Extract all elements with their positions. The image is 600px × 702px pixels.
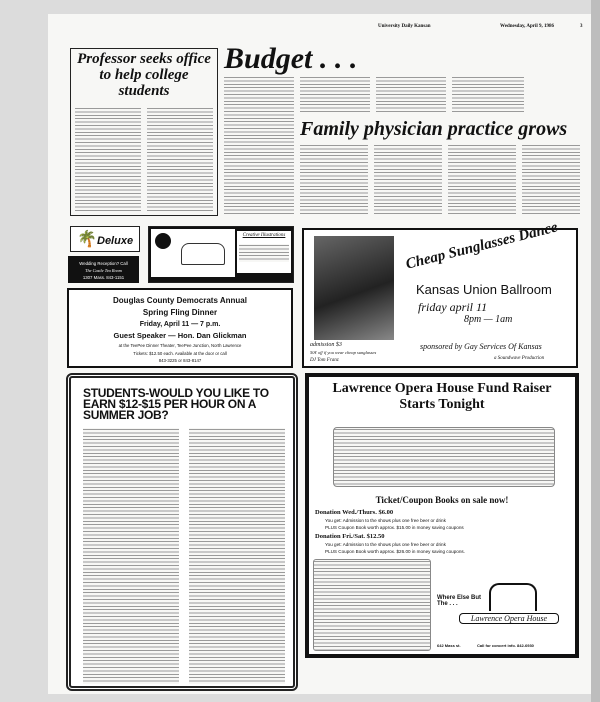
opera-building-icon <box>489 583 537 611</box>
budget-column <box>300 76 370 114</box>
deluxe-name: Deluxe <box>97 235 134 247</box>
family-column <box>522 144 580 216</box>
budget-column <box>224 76 294 214</box>
illustrations-card <box>237 231 291 273</box>
budget-column <box>376 76 446 114</box>
article-column <box>75 107 141 211</box>
opera-where: Where Else But The . . . <box>437 595 482 607</box>
students-column <box>189 428 285 684</box>
sunglasses-ad <box>302 219 578 368</box>
sunglasses-date: friday april 11 <box>418 300 488 314</box>
democrats-subtitle: Spring Fling Dinner <box>142 308 218 317</box>
students-column <box>83 428 179 684</box>
democrats-venue: at the TeePee Dinner Theater, TeePee Junction, North Lawrence <box>118 343 242 348</box>
wedding-line: Wedding Reception? Call <box>79 261 128 266</box>
opera-description <box>333 427 555 487</box>
budget-column <box>452 76 524 114</box>
date: Wednesday, April 9, 1986 <box>500 24 555 29</box>
donation1-admission: You get: Admission to the shows plus one free beer or drink <box>325 518 446 523</box>
democrats-title: Douglas County Democrats Annual <box>113 296 247 305</box>
discount: 50¢ off if you wear cheap sunglasses <box>310 350 377 355</box>
professor-headline: Professor seeks office to help college students <box>77 51 211 99</box>
logo-icon <box>155 233 171 249</box>
wedding-address: 1307 Mass. 843-1151 <box>82 275 125 280</box>
donation2-coupons: PLUS Coupon Book worth approx. $26.00 in money saving coupons. <box>325 549 465 554</box>
wedding-ad <box>68 256 139 283</box>
democrats-tickets: Tickets: $12.50 each. Available at the door or call <box>133 351 227 356</box>
opera-ad <box>305 373 579 658</box>
donation1-coupons: PLUS Coupon Book worth approx. $15.00 in money saving coupons <box>325 525 464 530</box>
wedding-venue: The Castle Tea Room <box>85 268 122 273</box>
production: a Soundwave Production <box>494 356 545 361</box>
budget-headline: Budget . . . <box>224 42 358 75</box>
band-lineup <box>313 559 431 651</box>
opera-address: 642 Mass st. <box>437 643 461 648</box>
illustrations-title: Creative Illustrations <box>242 233 286 238</box>
opera-logo: Lawrence Opera House <box>459 613 559 624</box>
page-edge <box>591 0 600 702</box>
dancers-photo <box>314 236 394 340</box>
article-column <box>147 107 213 211</box>
opera-info: Call for concert info. 842-6930 <box>477 643 534 648</box>
democrats-date: Friday, April 11 — 7 p.m. <box>139 321 221 328</box>
admission: admission $3 <box>310 342 342 348</box>
donation-fri-sat: Donation Fri./Sat. $12.50 <box>315 533 385 540</box>
sunglasses-venue: Kansas Union Ballroom <box>416 282 552 297</box>
family-column <box>448 144 516 216</box>
dj: DJ Tom Franz <box>310 358 339 363</box>
donation2-admission: You get: Admission to the shows plus one free beer or drink <box>325 542 446 547</box>
sleeping-figure <box>181 243 225 265</box>
deluxe-ad <box>70 226 140 252</box>
donation-wed-thurs: Donation Wed./Thurs. $6.00 <box>315 509 394 516</box>
sunglasses-time: 8pm — 1am <box>464 314 513 325</box>
opera-sale: Ticket/Coupon Books on sale now! <box>375 495 509 505</box>
illustrations-text <box>239 244 289 262</box>
family-column <box>374 144 442 216</box>
democrats-phones: 843-3225 or 843-8147 <box>158 358 202 363</box>
cartoon-illustration <box>151 229 235 277</box>
page-number: 3 <box>580 24 583 29</box>
sponsor: sponsored by Gay Services Of Kansas <box>420 342 542 351</box>
professor-article <box>70 48 218 216</box>
palm-tree-icon: 🌴 <box>77 231 97 248</box>
students-ad <box>66 373 298 691</box>
illustrations-ad <box>148 226 294 283</box>
sunglasses-title: Cheap Sunglasses Dance <box>404 219 560 273</box>
students-headline: STUDENTS-WOULD YOU LIKE TO EARN $12-$15 PER HOUR ON A SUMMER JOB? <box>83 386 269 422</box>
democrats-speaker: Guest Speaker — Hon. Dan Glickman <box>113 331 247 340</box>
family-headline: Family physician practice grows <box>300 118 568 140</box>
opera-headline: Lawrence Opera House Fund Raiser Starts Tonight <box>332 381 552 412</box>
democrats-ad <box>67 288 293 368</box>
paper-name: University Daily Kansan <box>378 24 431 29</box>
family-column <box>300 144 368 216</box>
